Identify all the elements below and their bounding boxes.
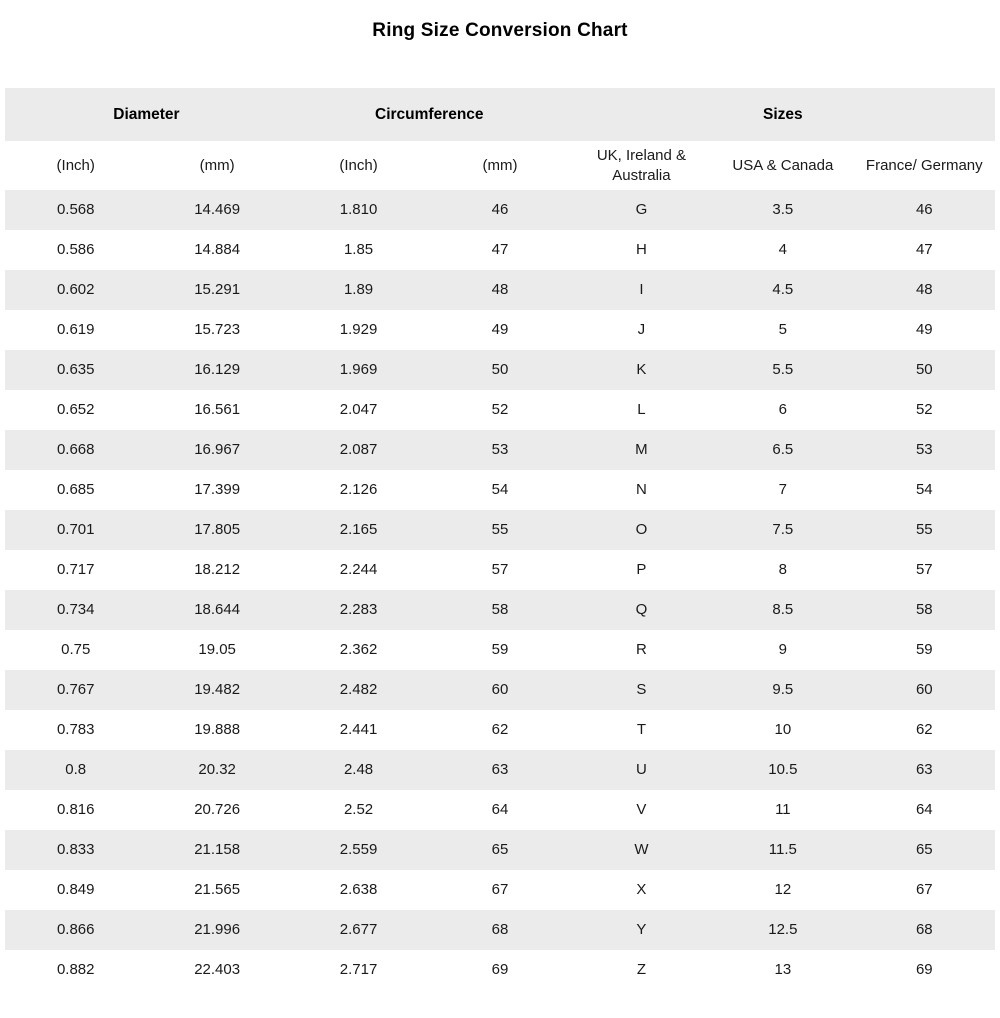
table-cell: 12.5 xyxy=(768,921,798,939)
table-cell: 17.399 xyxy=(194,481,241,499)
table-cell: 0.652 xyxy=(56,401,95,419)
table-cell: X xyxy=(636,881,647,899)
table-cell: 10.5 xyxy=(768,761,798,779)
table-cell: M xyxy=(635,441,648,459)
table-row xyxy=(5,790,995,830)
table-cell: 16.967 xyxy=(194,441,241,459)
table-cell: 46 xyxy=(491,201,509,219)
table-cell: 62 xyxy=(915,721,933,739)
table-cell: 68 xyxy=(491,921,509,939)
table-row xyxy=(5,910,995,950)
table-row xyxy=(5,390,995,430)
table-cell: 9.5 xyxy=(772,681,794,699)
column-header-france-germany: France/ Germany xyxy=(865,156,983,174)
table-cell: 48 xyxy=(491,281,509,299)
table-cell: 8.5 xyxy=(772,601,794,619)
table-cell: 67 xyxy=(491,881,509,899)
table-cell: 0.734 xyxy=(56,601,95,619)
table-cell: 15.723 xyxy=(194,321,241,339)
table-cell: 53 xyxy=(491,441,509,459)
table-cell: G xyxy=(635,201,648,219)
table-cell: I xyxy=(639,281,644,299)
table-cell: 14.884 xyxy=(194,241,241,259)
table-cell: 8 xyxy=(778,561,788,579)
table-cell: 2.283 xyxy=(339,601,378,619)
table-cell: H xyxy=(636,241,647,259)
table-cell: 16.561 xyxy=(194,401,241,419)
table-cell: 19.888 xyxy=(194,721,241,739)
table-cell: 49 xyxy=(915,321,933,339)
table-cell: 2.559 xyxy=(339,841,378,859)
table-cell: 0.849 xyxy=(56,881,95,899)
table-cell: 54 xyxy=(915,481,933,499)
table-cell: 14.469 xyxy=(194,201,241,219)
table-cell: V xyxy=(636,801,647,819)
table-cell: 18.212 xyxy=(194,561,241,579)
table-cell: 18.644 xyxy=(194,601,241,619)
table-row xyxy=(5,350,995,390)
table-row xyxy=(5,750,995,790)
table-cell: 0.783 xyxy=(56,721,95,739)
table-cell: 2.482 xyxy=(339,681,378,699)
table-cell: 0.833 xyxy=(56,841,95,859)
table-cell: 4.5 xyxy=(772,281,794,299)
table-cell: 0.767 xyxy=(56,681,95,699)
table-cell: 2.638 xyxy=(339,881,378,899)
table-cell: 3.5 xyxy=(772,201,794,219)
table-body xyxy=(5,190,995,990)
table-cell: 11.5 xyxy=(768,841,797,859)
table-cell: 5 xyxy=(778,321,788,339)
table-cell: 19.482 xyxy=(194,681,241,699)
table-cell: L xyxy=(637,401,646,419)
table-cell: 0.75 xyxy=(61,641,91,659)
table-row xyxy=(5,630,995,670)
group-header-diameter: Diameter xyxy=(113,105,180,123)
table-cell: 0.619 xyxy=(56,321,95,339)
table-cell: R xyxy=(636,641,647,659)
table-cell: 0.701 xyxy=(56,521,95,539)
table-cell: 63 xyxy=(915,761,933,779)
table-cell: 48 xyxy=(915,281,933,299)
table-cell: 58 xyxy=(491,601,509,619)
column-header-diameter-mm: (mm) xyxy=(199,156,235,174)
table-cell: 1.85 xyxy=(343,241,374,259)
table-cell: 2.48 xyxy=(343,761,374,779)
table-cell: O xyxy=(635,521,648,539)
column-header-circumference-mm: (mm) xyxy=(482,156,518,174)
table-cell: 2.244 xyxy=(339,561,378,579)
table-cell: 0.635 xyxy=(56,361,95,379)
table-cell: 55 xyxy=(491,521,509,539)
table-cell: 52 xyxy=(915,401,933,419)
table-cell: J xyxy=(637,321,646,339)
table-cell: 65 xyxy=(491,841,509,859)
table-cell: 0.866 xyxy=(56,921,95,939)
table-cell: 64 xyxy=(491,801,509,819)
table-cell: U xyxy=(636,761,647,779)
table-cell: Q xyxy=(635,601,648,619)
group-header-circumference: Circumference xyxy=(375,105,484,123)
table-cell: 16.129 xyxy=(194,361,241,379)
table-cell: 15.291 xyxy=(194,281,241,299)
column-header-diameter-inch: (Inch) xyxy=(56,156,95,174)
table-cell: 60 xyxy=(491,681,509,699)
table-row xyxy=(5,590,995,630)
table-cell: 2.441 xyxy=(339,721,378,739)
table-cell: 0.668 xyxy=(56,441,95,459)
table-row xyxy=(5,470,995,510)
table-row xyxy=(5,510,995,550)
table-cell: 63 xyxy=(491,761,509,779)
table-cell: 55 xyxy=(915,521,933,539)
table-cell: 64 xyxy=(915,801,933,819)
table-cell: 0.586 xyxy=(56,241,95,259)
table-cell: 22.403 xyxy=(194,961,241,979)
table-cell: 65 xyxy=(915,841,933,859)
table-cell: 2.126 xyxy=(339,481,378,499)
table-cell: 1.89 xyxy=(343,281,374,299)
table-cell: 57 xyxy=(491,561,509,579)
table-cell: 11 xyxy=(775,801,791,819)
table-cell: Y xyxy=(636,921,647,939)
table-cell: 2.52 xyxy=(343,801,374,819)
table-cell: 13 xyxy=(774,961,792,979)
table-cell: 4 xyxy=(778,241,788,259)
table-cell: 58 xyxy=(915,601,933,619)
table-cell: W xyxy=(634,841,649,859)
table-cell: 52 xyxy=(491,401,509,419)
table-row xyxy=(5,710,995,750)
table-cell: 20.32 xyxy=(198,761,236,779)
table-row xyxy=(5,550,995,590)
table-cell: T xyxy=(636,721,646,739)
table-cell: 2.717 xyxy=(339,961,378,979)
table-cell: 5.5 xyxy=(772,361,794,379)
table-cell: 46 xyxy=(915,201,933,219)
table-cell: 0.882 xyxy=(56,961,95,979)
table-row xyxy=(5,830,995,870)
table-cell: 47 xyxy=(491,241,509,259)
table-cell: 20.726 xyxy=(194,801,241,819)
table-cell: 7.5 xyxy=(772,521,794,539)
table-row xyxy=(5,230,995,270)
table-cell: 0.8 xyxy=(65,761,87,779)
table-row xyxy=(5,190,995,230)
table-cell: Z xyxy=(636,961,646,979)
table-cell: 2.165 xyxy=(339,521,378,539)
table-cell: 57 xyxy=(915,561,933,579)
table-cell: 9 xyxy=(778,641,788,659)
column-header-usa-canada: USA & Canada xyxy=(732,156,834,174)
table-cell: 47 xyxy=(915,241,933,259)
table-cell: 21.565 xyxy=(194,881,241,899)
table-cell: 69 xyxy=(491,961,509,979)
table-cell: 50 xyxy=(491,361,509,379)
table-cell: S xyxy=(636,681,647,699)
group-header-sizes: Sizes xyxy=(763,105,803,123)
table-cell: 69 xyxy=(915,961,933,979)
table-cell: 62 xyxy=(491,721,509,739)
table-group-header-row xyxy=(5,88,995,141)
table-cell: 0.717 xyxy=(56,561,95,579)
table-cell: 59 xyxy=(491,641,509,659)
table-row xyxy=(5,310,995,350)
table-cell: 68 xyxy=(915,921,933,939)
table-cell: 0.568 xyxy=(56,201,95,219)
table-row xyxy=(5,950,995,990)
table-cell: 59 xyxy=(915,641,933,659)
table-cell: 21.158 xyxy=(194,841,241,859)
table-cell: 49 xyxy=(491,321,509,339)
column-header-circumference-inch: (Inch) xyxy=(339,156,378,174)
table-cell: 67 xyxy=(915,881,933,899)
table-cell: 10 xyxy=(774,721,792,739)
table-cell: 54 xyxy=(491,481,509,499)
table-cell: 21.996 xyxy=(194,921,241,939)
table-cell: 50 xyxy=(915,361,933,379)
table-row xyxy=(5,430,995,470)
table-cell: P xyxy=(636,561,647,579)
table-cell: 2.087 xyxy=(339,441,378,459)
table-cell: N xyxy=(636,481,647,499)
table-cell: 19.05 xyxy=(198,641,236,659)
table-cell: 12 xyxy=(774,881,792,899)
table-cell: 2.362 xyxy=(339,641,378,659)
table-cell: 7 xyxy=(778,481,788,499)
table-row xyxy=(5,870,995,910)
page-title: Ring Size Conversion Chart xyxy=(372,20,628,41)
table-column-header-row xyxy=(5,141,995,190)
table-cell: 60 xyxy=(915,681,933,699)
table-row xyxy=(5,670,995,710)
table-cell: 6 xyxy=(778,401,788,419)
column-header-uk-ireland-australia: UK, Ireland & Australia xyxy=(596,147,687,184)
table-cell: 0.816 xyxy=(56,801,95,819)
table-cell: K xyxy=(636,361,647,379)
ring-size-conversion-table xyxy=(5,88,995,990)
table-cell: 53 xyxy=(915,441,933,459)
table-cell: 2.047 xyxy=(339,401,378,419)
table-cell: 17.805 xyxy=(194,521,241,539)
table-cell: 0.602 xyxy=(56,281,95,299)
table-cell: 1.929 xyxy=(339,321,378,339)
table-row xyxy=(5,270,995,310)
table-cell: 6.5 xyxy=(772,441,794,459)
table-cell: 1.969 xyxy=(339,361,378,379)
table-cell: 1.810 xyxy=(339,201,378,219)
table-cell: 2.677 xyxy=(339,921,378,939)
table-cell: 0.685 xyxy=(56,481,95,499)
